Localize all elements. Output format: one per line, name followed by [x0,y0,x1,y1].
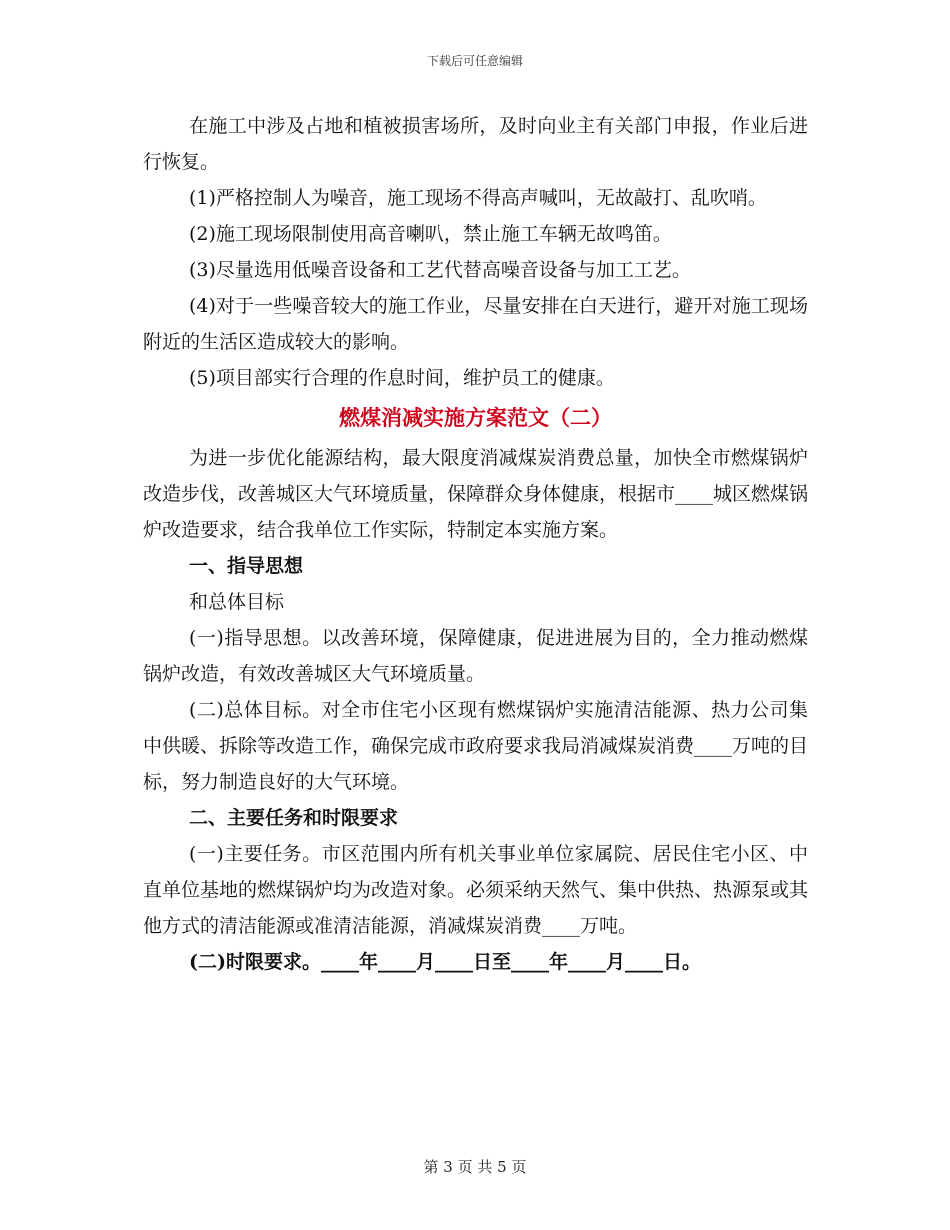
paragraph-deadline: (二)时限要求。____年____月____日至____年____月____日。 [189,951,701,973]
section-title: 燃煤消减实施方案范文（二） [339,405,612,430]
document-body [143,108,808,980]
paragraph-main-tasks: (一)主要任务。市区范围内所有机关事业单位家属院、居民住宅小区、中直单位基地的燃煤锅炉均为改造对象。必须采纳天然气、集中供热、热源泵或其他方式的清洁能源或准清洁能源，消减煤炭消费____万吨。 [143,843,809,937]
paragraph-section-intro: 为进一步优化能源结构，最大限度消减煤炭消费总量，加快全市燃煤锅炉改造步伐，改善城区大气环境质量，保障群众身体健康，根据市____城区燃煤锅炉改造要求，结合我单位工作实际，特制定本实施方案。 [143,447,809,541]
heading-guiding-thought: 一、指导思想 [189,555,304,577]
paragraph-guiding-thought: (一)指导思想。以改善环境，保障健康，促进进展为目的，全力推动燃煤锅炉改造，有效改善城区大气环境质量。 [143,627,808,685]
list-item-5: (5)项目部实行合理的作息时间，维护员工的健康。 [189,367,615,389]
page-header: 下载后可任意编辑 [426,54,523,68]
heading-main-tasks: 二、主要任务和时限要求 [189,807,399,829]
page-footer: 第 3 页 共 5 页 [423,1158,527,1176]
list-item-2: (2)施工现场限制使用高音喇叭，禁止施工车辆无故鸣笛。 [189,223,672,245]
heading-continuation: 和总体目标 [189,591,285,613]
list-item-4: (4)对于一些噪音较大的施工作业，尽量安排在白天进行，避开对施工现场附近的生活区造成较大的影响。 [143,295,808,353]
list-item-1: (1)严格控制人为噪音，施工现场不得高声喊叫，无故敲打、乱吹哨。 [189,187,767,209]
list-item-3: (3)尽量选用低噪音设备和工艺代替高噪音设备与加工工艺。 [189,259,691,281]
paragraph-intro: 在施工中涉及占地和植被损害场所，及时向业主有关部门申报，作业后进行恢复。 [143,115,808,173]
paragraph-overall-goal: (二)总体目标。对全市住宅小区现有燃煤锅炉实施清洁能源、热力公司集中供暖、拆除等改造工作，确保完成市政府要求我局消减煤炭消费____万吨的目标，努力制造良好的大气环境。 [143,699,809,793]
